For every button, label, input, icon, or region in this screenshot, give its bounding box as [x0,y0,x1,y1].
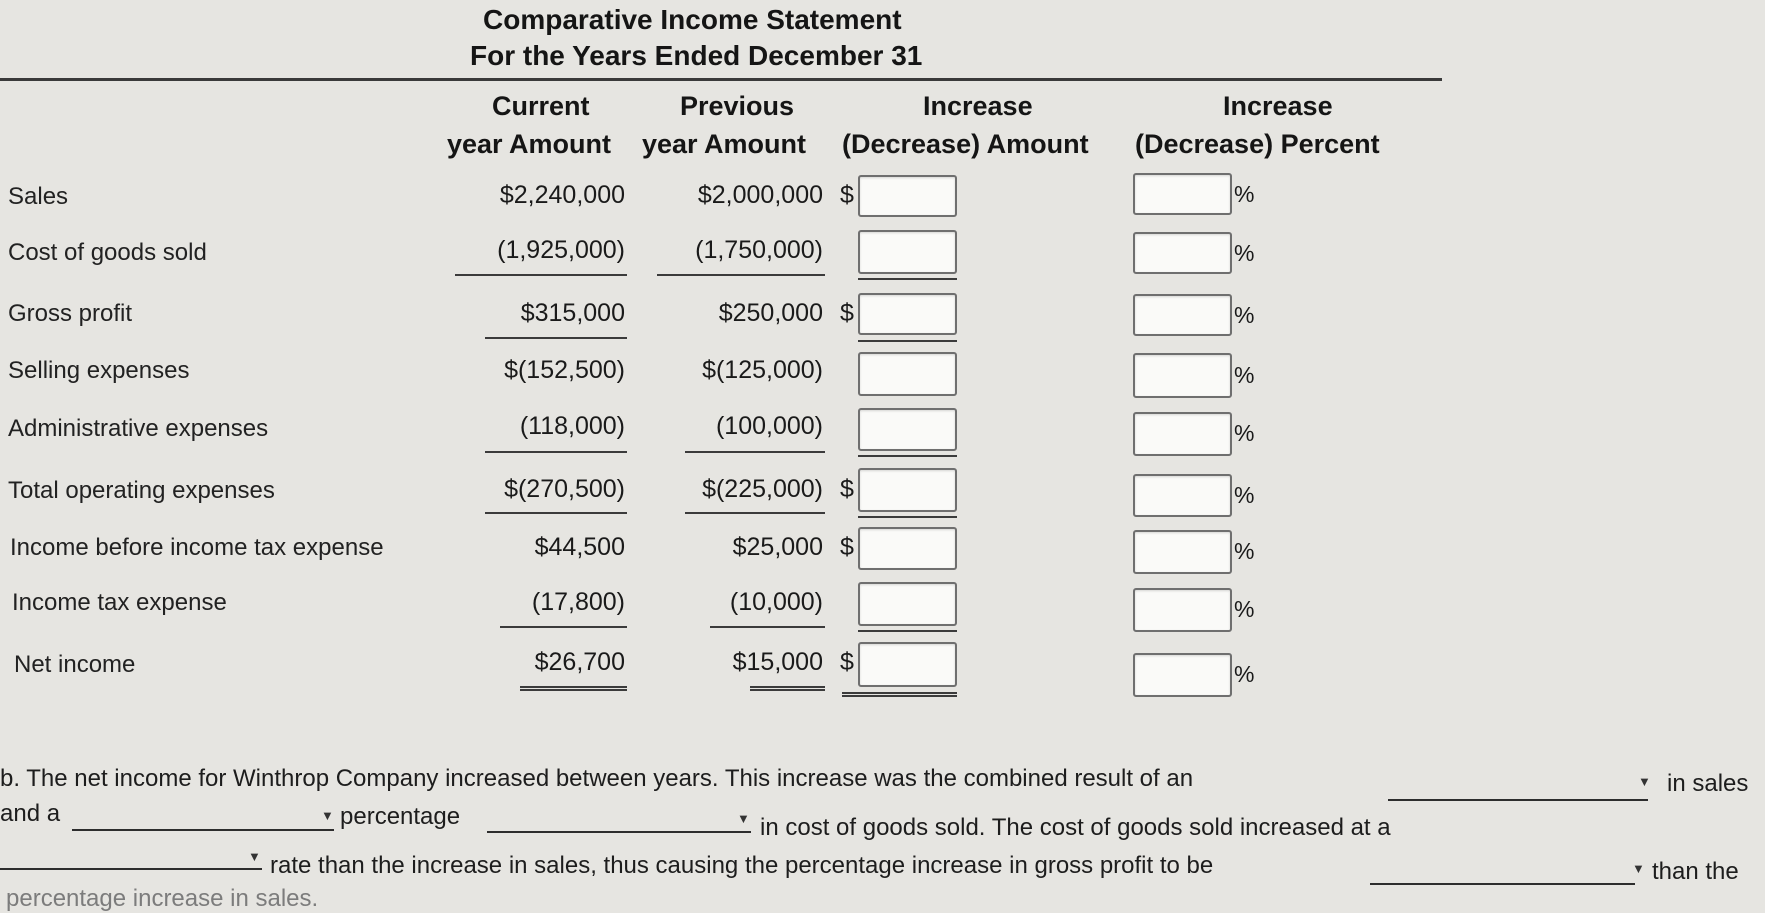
selling-expenses-current: $(152,500) [504,356,625,384]
net-income-amount-double-rule [842,692,957,697]
cogs-increase-percent-input[interactable] [1133,232,1232,274]
gross-profit-dollar-sign: $ [840,299,854,327]
income-before-tax-increase-amount-input[interactable] [858,527,957,570]
income-tax-expense-current-rule [500,626,627,628]
chevron-down-icon: ▼ [737,811,750,826]
header-rule [0,78,1442,81]
col-incamt-header-2: (Decrease) Amount [842,129,1089,159]
sales-dollar-sign: $ [840,181,854,209]
chevron-down-icon: ▼ [1638,774,1651,789]
row-label-sales: Sales [8,183,69,210]
col-incpct-header-1: Increase [1223,91,1333,121]
dropdown-cogs-rate[interactable] [0,868,262,870]
dropdown-cogs-change[interactable] [487,831,751,833]
income-tax-expense-previous-rule [710,626,825,628]
admin-expenses-percent-sign: % [1234,420,1255,446]
income-tax-expense-increase-percent-input[interactable] [1133,588,1232,632]
cogs-percent-sign: % [1234,240,1255,266]
gross-profit-percent-sign: % [1234,302,1255,328]
income-before-tax-previous: $25,000 [732,533,823,561]
total-operating-expenses-percent-sign: % [1234,482,1255,508]
income-tax-expense-current: (17,800) [531,588,625,616]
net-income-increase-percent-input[interactable] [1133,653,1232,697]
net-income-previous: $15,000 [732,648,823,676]
part-b-line3-end: than the [1652,858,1739,885]
cogs-current: (1,925,000) [497,236,625,264]
total-operating-expenses-previous-rule [685,512,825,514]
cogs-current-rule [455,274,627,276]
income-tax-expense-increase-amount-input[interactable] [858,582,957,626]
income-tax-expense-previous: (10,000) [729,588,823,616]
admin-expenses-current: (118,000) [519,412,625,440]
net-income-current-double-rule [520,686,627,691]
gross-profit-increase-amount-input[interactable] [858,293,957,335]
admin-expenses-amount-rule [858,455,957,457]
part-b-line3: rate than the increase in sales, thus causing the percentage increase in gross profit to be [270,852,1214,879]
gross-profit-previous: $250,000 [718,299,823,327]
income-tax-expense-amount-rule [858,630,957,632]
income-before-tax-dollar-sign: $ [840,533,854,561]
col-incamt-header-1: Increase [923,91,1033,121]
selling-expenses-previous: $(125,000) [702,356,823,384]
admin-expenses-increase-amount-input[interactable] [858,408,957,451]
selling-expenses-increase-amount-input[interactable] [858,352,957,396]
row-label-selling-expenses: Selling expenses [8,357,190,384]
admin-expenses-increase-percent-input[interactable] [1133,412,1232,456]
row-label-gross-profit: Gross profit [8,300,133,327]
cogs-previous: (1,750,000) [695,236,823,264]
total-operating-expenses-dollar-sign: $ [840,475,854,503]
gross-profit-increase-percent-input[interactable] [1133,294,1232,336]
cogs-amount-rule [858,278,957,280]
dropdown-gross-profit-comparison[interactable] [1370,883,1635,885]
row-label-total-operating-expenses: Total operating expenses [8,477,275,504]
total-operating-expenses-current-rule [485,512,627,514]
col-previous-header-2: year Amount [642,129,807,159]
income-tax-expense-percent-sign: % [1234,596,1255,622]
total-operating-expenses-increase-amount-input[interactable] [858,468,957,512]
col-incpct-header-2: (Decrease) Percent [1135,129,1380,159]
gross-profit-amount-rule [858,340,957,342]
row-label-income-before-tax: Income before income tax expense [10,534,384,561]
sales-increase-percent-input[interactable] [1133,173,1232,215]
part-b-line1-end: in sales [1667,770,1749,797]
statement-title: Comparative Income Statement [483,4,902,35]
row-label-income-tax-expense: Income tax expense [12,589,227,616]
part-b-line1: b. The net income for Winthrop Company increased between years. This increase was the combined result of an [0,765,1194,792]
admin-expenses-previous: (100,000) [715,412,823,440]
chevron-down-icon: ▼ [1632,861,1645,876]
cogs-previous-rule [657,274,825,276]
cogs-increase-amount-input[interactable] [858,230,957,274]
row-label-admin-expenses: Administrative expenses [8,415,269,442]
income-before-tax-increase-percent-input[interactable] [1133,530,1232,574]
total-operating-expenses-increase-percent-input[interactable] [1133,474,1232,517]
income-before-tax-current: $44,500 [534,533,625,561]
part-b-line2-mid: percentage [340,803,461,830]
part-b-line2-end: in cost of goods sold. The cost of goods sold increased at a [760,814,1391,841]
admin-expenses-current-rule [485,451,627,453]
col-current-header-2: year Amount [447,129,612,159]
net-income-current: $26,700 [534,648,625,676]
dropdown-percentage-direction[interactable] [72,829,334,831]
col-previous-header-1: Previous [680,91,795,121]
dropdown-change-in-sales[interactable] [1388,799,1648,801]
sales-previous: $2,000,000 [697,181,823,209]
statement-subtitle: For the Years Ended December 31 [470,40,923,71]
total-operating-expenses-current: $(270,500) [504,475,625,503]
net-income-dollar-sign: $ [840,648,854,676]
sales-increase-amount-input[interactable] [858,175,957,217]
row-label-net-income: Net income [14,651,136,678]
gross-profit-current: $315,000 [520,299,625,327]
total-operating-expenses-previous: $(225,000) [702,475,823,503]
net-income-percent-sign: % [1234,661,1255,687]
sales-percent-sign: % [1234,181,1255,207]
part-b-line4: percentage increase in sales. [6,885,319,912]
chevron-down-icon: ▼ [248,849,261,864]
income-before-tax-percent-sign: % [1234,538,1255,564]
net-income-increase-amount-input[interactable] [858,642,957,687]
admin-expenses-previous-rule [685,451,825,453]
part-b-line2-start: and a [0,800,61,827]
gross-profit-current-rule [485,337,627,339]
total-operating-expenses-amount-rule [858,516,957,518]
selling-expenses-increase-percent-input[interactable] [1133,353,1232,398]
net-income-previous-double-rule [750,686,825,691]
chevron-down-icon: ▼ [321,808,334,823]
selling-expenses-percent-sign: % [1234,362,1255,388]
col-current-header-1: Current [492,91,590,121]
row-label-cogs: Cost of goods sold [8,239,207,266]
sales-current: $2,240,000 [499,181,625,209]
